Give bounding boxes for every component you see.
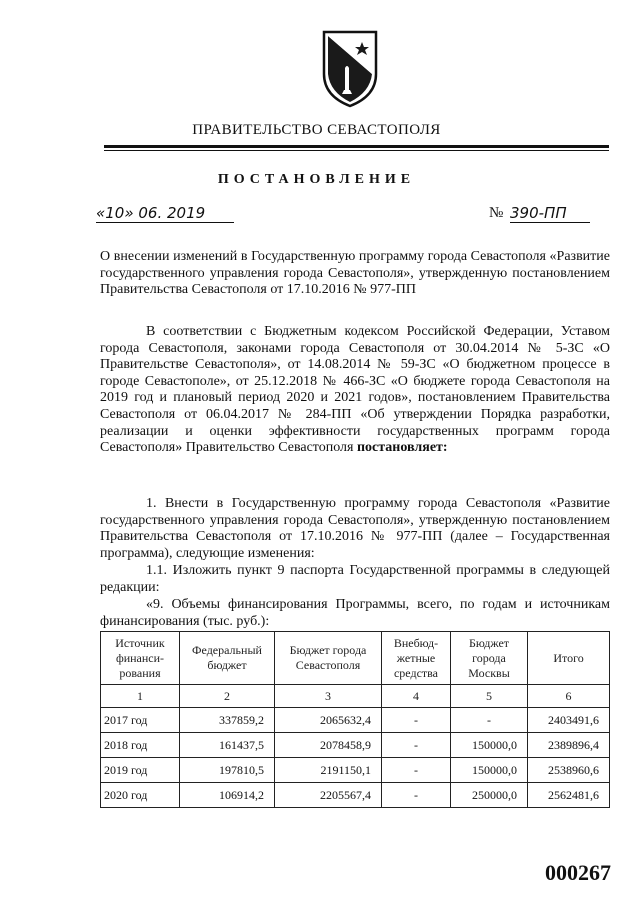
table-header-cell: Внебюд-жетные средства (382, 632, 451, 685)
column-number-cell: 4 (382, 685, 451, 708)
table-header-cell: Бюджет города Севастополя (275, 632, 382, 685)
table-header-cell: Итого (528, 632, 610, 685)
date-month-year: » 06. 2019 (124, 204, 206, 222)
coat-of-arms-icon (318, 28, 382, 108)
table-cell-year: 2017 год (101, 708, 180, 733)
number-field (510, 204, 590, 223)
table-cell: - (382, 733, 451, 758)
table-cell-year: 2020 год (101, 783, 180, 808)
preamble-paragraph (100, 324, 610, 457)
table-cell: 197810,5 (180, 758, 275, 783)
table-cell: - (382, 758, 451, 783)
table-cell: 2205567,4 (275, 783, 382, 808)
column-number-cell: 5 (451, 685, 528, 708)
column-number-cell: 3 (275, 685, 382, 708)
table-cell-year: 2018 год (101, 733, 180, 758)
table-row (101, 758, 610, 783)
column-number-cell: 2 (180, 685, 275, 708)
table-cell: 106914,2 (180, 783, 275, 808)
organization-name: ПРАВИТЕЛЬСТВО СЕВАСТОПОЛЯ (192, 122, 441, 138)
date-open-quote: « (96, 204, 106, 222)
table-row (101, 733, 610, 758)
table-header-cell: Источник финанси-рования (101, 632, 180, 685)
table-row (101, 783, 610, 808)
header-double-rule-thick (104, 145, 609, 148)
document-type-title: ПОСТАНОВЛЕНИЕ (217, 172, 416, 187)
registration-number: 000267 (545, 860, 611, 885)
clause-1: 1. Внести в Государственную программу города Севастополя «Развитие государственного управления города Севастополя», утвержденную постановлением Правительства Севастополя от 17.10.2016 № 977-ПП (далее – Государственная программа), следующие изменения: (100, 496, 610, 561)
date-day: 10 (105, 204, 125, 222)
table-cell-year: 2019 год (101, 758, 180, 783)
table-row (101, 708, 610, 733)
column-number-cell: 6 (528, 685, 610, 708)
table-cell: 2078458,9 (275, 733, 382, 758)
clause-9-intro: «9. Объемы финансирования Программы, всего, по годам и источникам финансирования (тыс. руб.): (100, 597, 610, 629)
table-cell: 337859,2 (180, 708, 275, 733)
table-header-cell: Бюджет города Москвы (451, 632, 528, 685)
clause-1-1: 1.1. Изложить пункт 9 паспорта Государственной программы в следующей редакции: (100, 563, 610, 595)
document-subject: О внесении изменений в Государственную программу города Севастополя «Развитие государственного управления города Севастополя», утвержденную постановлением Правительства Севастополя от 17.10.2016 № 977-ПП (100, 249, 610, 298)
table-cell: 250000,0 (451, 783, 528, 808)
date-field (96, 204, 234, 223)
table-cell: 161437,5 (180, 733, 275, 758)
table-cell: 150000,0 (451, 733, 528, 758)
document-number: 390-ПП (510, 204, 567, 222)
table-cell: 2065632,4 (275, 708, 382, 733)
table-cell: - (451, 708, 528, 733)
number-label: № (489, 205, 504, 221)
table-header-cell: Федеральный бюджет (180, 632, 275, 685)
table-column-number-row (101, 685, 610, 708)
table-cell: - (382, 783, 451, 808)
table-cell: 150000,0 (451, 758, 528, 783)
table-header-row (101, 632, 610, 685)
table-cell: 2389896,4 (528, 733, 610, 758)
table-cell: 2403491,6 (528, 708, 610, 733)
preamble-text: В соответствии с Бюджетным кодексом Российской Федерации, Уставом города Севастополя, законами города Севастополя от 30.04.2014 № 5-ЗС «О Правительстве Севастополя», от 14.08.2014 № 59-ЗС «О бюджетном процессе в городе Севастополе», от 25.12.2018 № 466-ЗС «О бюджете города Севастополя на 2019 год и плановый период 2020 и 2021 годов», постановлением Правительства Севастополя от 06.04.2017 № 284-ПП «Об утверждении Порядка разработки, реализации и оценки эффективности государственных программ города Севастополя» Правительство Севастополя (100, 324, 610, 456)
column-number-cell: 1 (101, 685, 180, 708)
preamble-operative-word: постановляет: (356, 440, 448, 456)
header-double-rule-thin (104, 150, 609, 151)
table-cell: 2191150,1 (275, 758, 382, 783)
table-cell: - (382, 708, 451, 733)
table-cell: 2538960,6 (528, 758, 610, 783)
funding-table (100, 631, 610, 808)
table-cell: 2562481,6 (528, 783, 610, 808)
